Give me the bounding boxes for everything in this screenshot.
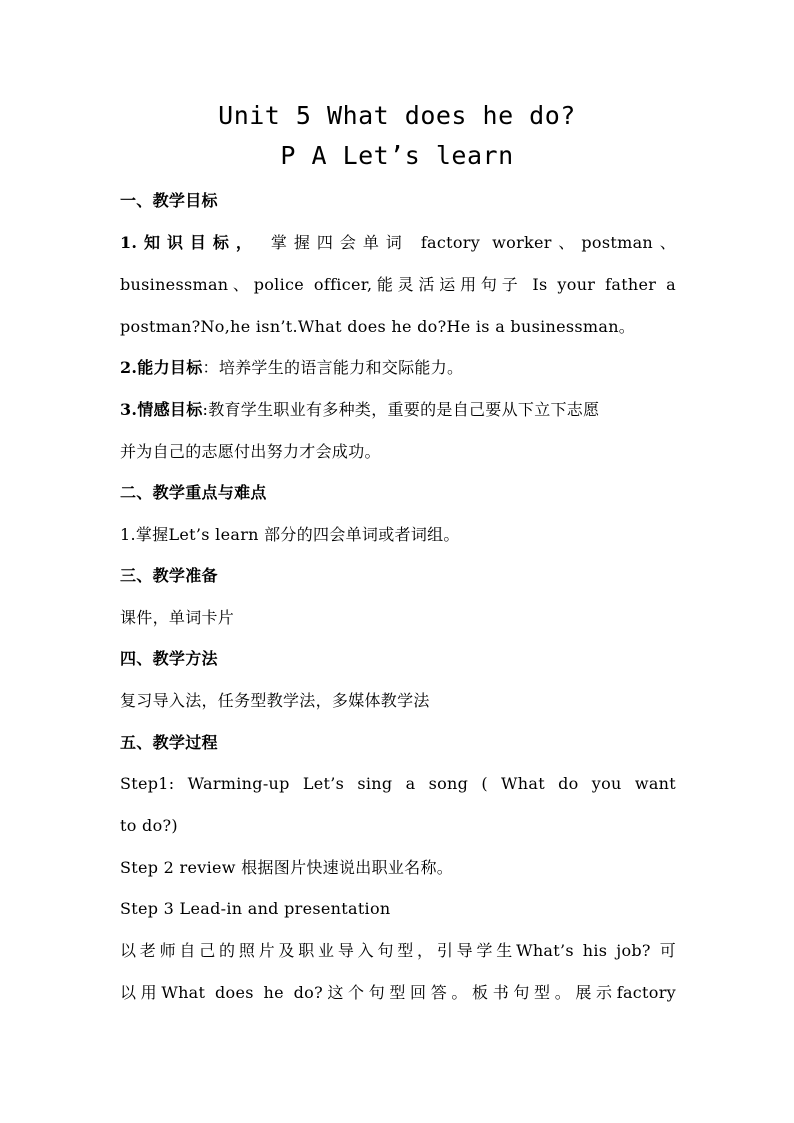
objective-emotion-label: 3.情感目标 [120, 400, 203, 419]
objective-knowledge-line-3: postman?No,he isn’t.What does he do?He is a businessman。 [120, 317, 636, 336]
objective-ability [120, 357, 463, 379]
objective-ability-label: 2.能力目标 [120, 358, 203, 377]
section-heading-methods: 四、教学方法 [120, 649, 218, 668]
step2-line: Step 2 review 根据图片快速说出职业名称。 [120, 858, 454, 877]
objective-emotion-text-a: :教育学生职业有多种类，重要的是自己要从下立下志愿 [202, 400, 600, 419]
objective-emotion-line-1 [120, 399, 599, 421]
step1-line-2: to do?) [120, 816, 178, 835]
section-heading-key-points: 二、教学重点与难点 [120, 483, 267, 502]
objective-emotion-line-2: 并为自己的志愿付出努力才会成功。 [120, 442, 381, 461]
step3-line: Step 3 Lead-in and presentation [120, 899, 391, 918]
methods-text: 复习导入法，任务型教学法，多媒体教学法 [120, 691, 430, 710]
step1-line-1: Step1: Warming-up Let’s sing a song ( What do you want [120, 774, 676, 793]
step3-text-line-1: 以老师自己的照片及职业导入句型，引导学生What’s his job? 可 [120, 941, 676, 960]
objective-ability-text: ：培养学生的语言能力和交际能力。 [202, 358, 464, 377]
objective-knowledge-line-1 [120, 232, 676, 254]
preparation-text: 课件，单词卡片 [120, 608, 235, 627]
section-heading-process: 五、教学过程 [120, 733, 218, 752]
title-line-2: P A Let’s learn [280, 141, 514, 170]
objective-knowledge-text-a: 掌握四会单词 factory worker、postman、 [270, 233, 676, 252]
step3-text-line-2: 以用What does he do?这个句型回答。板书句型。展示factory [120, 983, 676, 1002]
section-heading-preparation: 三、教学准备 [120, 566, 218, 585]
title-line-1: Unit 5 What does he do? [218, 101, 576, 130]
key-points-text: 1.掌握Let’s learn 部分的四会单词或者词组。 [120, 525, 460, 544]
objective-knowledge-line-2: businessman、police officer,能灵活运用句子 Is your father a [120, 275, 676, 294]
section-heading-objectives: 一、教学目标 [120, 191, 218, 210]
objective-knowledge-label: 1.知识目标， [120, 233, 259, 252]
